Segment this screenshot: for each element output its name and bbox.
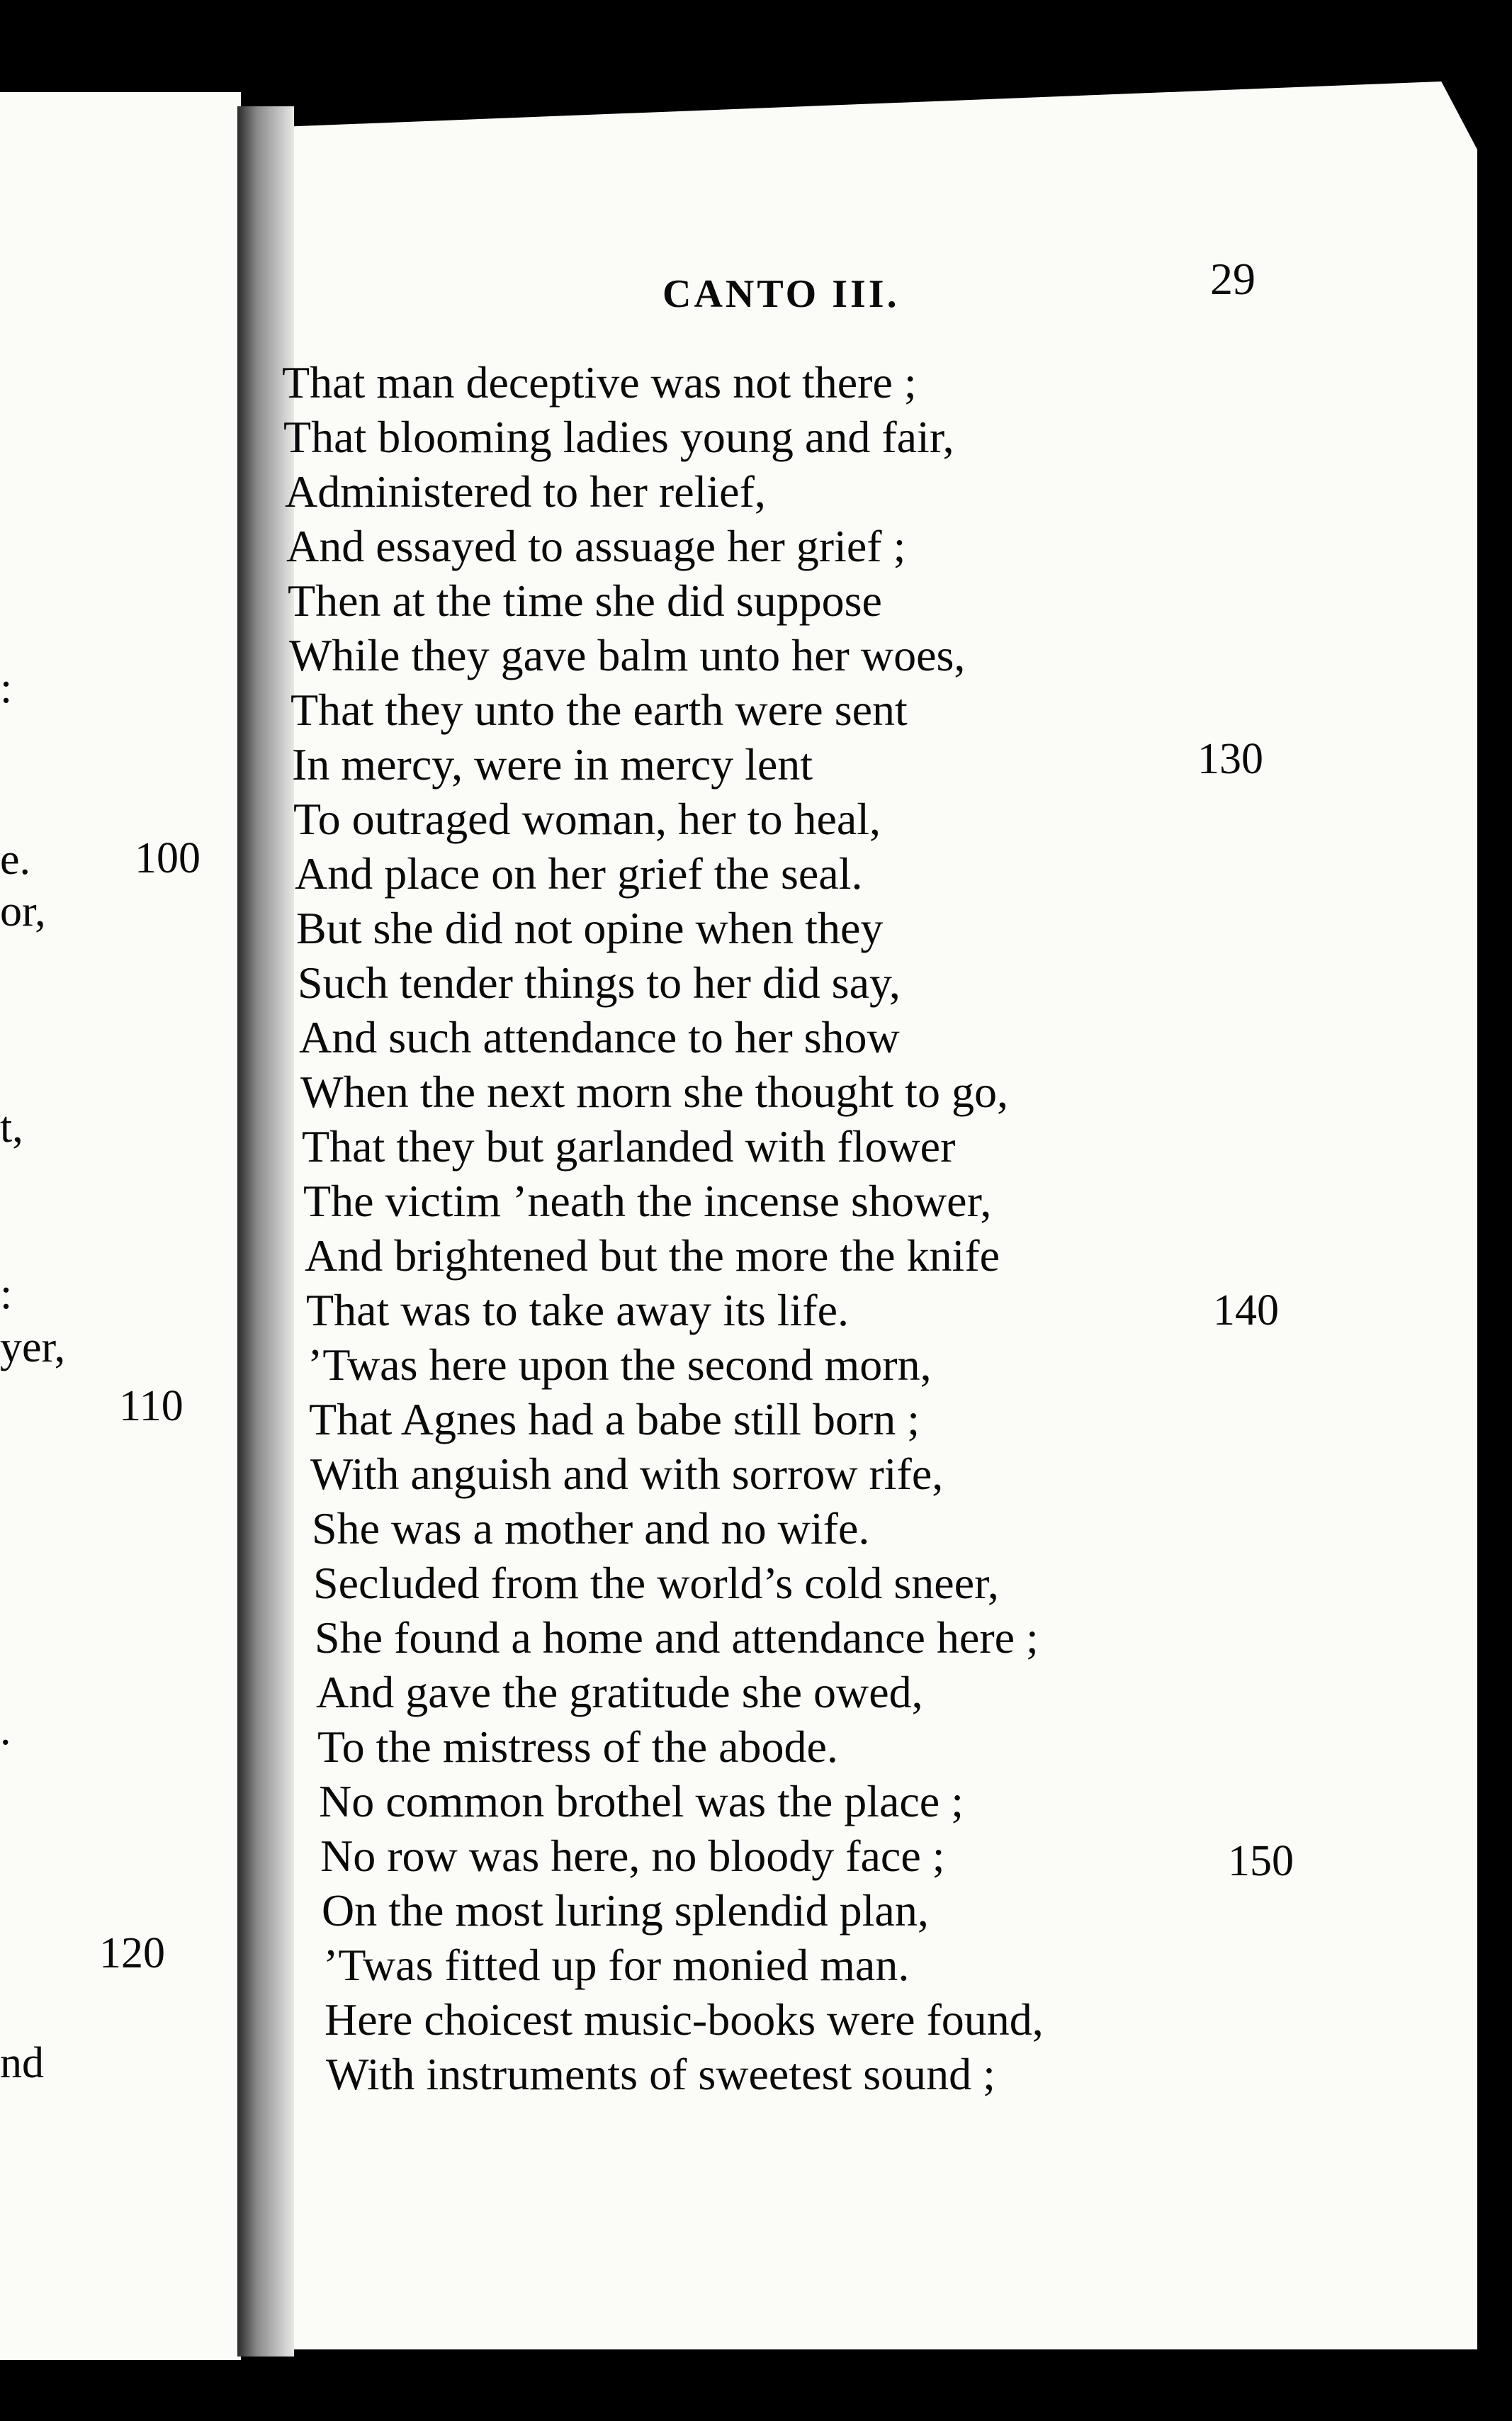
poem-line: That they but garlanded with flower xyxy=(302,1121,956,1172)
poem-line: And place on her grief the seal. xyxy=(295,848,863,899)
poem-line: No common brothel was the place ; xyxy=(319,1776,964,1826)
poem-line: That Agnes had a babe still born ; xyxy=(309,1394,920,1444)
left-line-number: 120 xyxy=(99,1929,165,1977)
poem-line: And essayed to assuage her grief ; xyxy=(286,521,906,571)
poem-line: With instruments of sweetest sound ; xyxy=(326,2049,995,2099)
poem-line: And gave the gratitude she owed, xyxy=(316,1667,923,1717)
poem-line: While they gave balm unto her woes, xyxy=(289,630,966,680)
poem-line: To outraged woman, her to heal, xyxy=(293,794,881,844)
poem-line: That man deceptive was not there ; xyxy=(282,357,917,408)
left-fragment: e. xyxy=(0,836,31,884)
poem-line: No row was here, no bloody face ; xyxy=(320,1831,945,1881)
line-number: 130 xyxy=(1197,735,1263,783)
poem-line: That they unto the earth were sent xyxy=(290,685,908,735)
left-fragment: nd xyxy=(0,2039,44,2087)
left-fragment: yer, xyxy=(0,1323,66,1371)
left-fragment: t, xyxy=(0,1103,23,1152)
left-line-number: 100 xyxy=(135,834,201,882)
poem-line: When the next morn she thought to go, xyxy=(300,1067,1008,1117)
left-line-number: 110 xyxy=(119,1382,184,1430)
poem-line: Administered to her relief, xyxy=(285,466,766,517)
poem-line: She found a home and attendance here ; xyxy=(315,1612,1039,1663)
line-number: 140 xyxy=(1213,1286,1279,1335)
poem-line: To the mistress of the abode. xyxy=(317,1721,838,1772)
page-header-title: CANTO III. xyxy=(662,272,900,316)
left-fragment: : xyxy=(0,1270,13,1318)
left-fragment: or, xyxy=(0,887,46,936)
poem-line: And brightened but the more the knife xyxy=(305,1230,1000,1281)
poem-line: Here choicest music-books were found, xyxy=(325,1994,1044,2045)
poem-line: But she did not opine when they xyxy=(296,903,884,953)
left-fragment: : xyxy=(0,664,13,712)
poem-line: She was a mother and no wife. xyxy=(312,1503,870,1554)
poem-line: The victim ’neath the incense shower, xyxy=(303,1176,992,1226)
poem-line: ’Twas here upon the second morn, xyxy=(308,1339,932,1390)
poem-line: ’Twas fitted up for monied man. xyxy=(323,1940,910,1990)
left-page xyxy=(0,92,241,2360)
poem-line: Secluded from the world’s cold sneer, xyxy=(313,1558,999,1608)
poem-line: In mercy, were in mercy lent xyxy=(292,739,813,790)
poem-line: That was to take away its life. xyxy=(306,1285,849,1335)
poem-line: Such tender things to her did say, xyxy=(298,957,901,1008)
page-number: 29 xyxy=(1210,254,1256,304)
poem-line: On the most luring splendid plan, xyxy=(322,1885,929,1936)
left-fragment: . xyxy=(0,1706,11,1754)
poem-line: Then at the time she did suppose xyxy=(288,575,882,626)
poem-line: That blooming ladies young and fair, xyxy=(283,412,954,462)
line-number: 150 xyxy=(1228,1837,1294,1885)
poem-line: With anguish and with sorrow rife, xyxy=(310,1449,944,1499)
poem-line: And such attendance to her show xyxy=(299,1012,900,1062)
